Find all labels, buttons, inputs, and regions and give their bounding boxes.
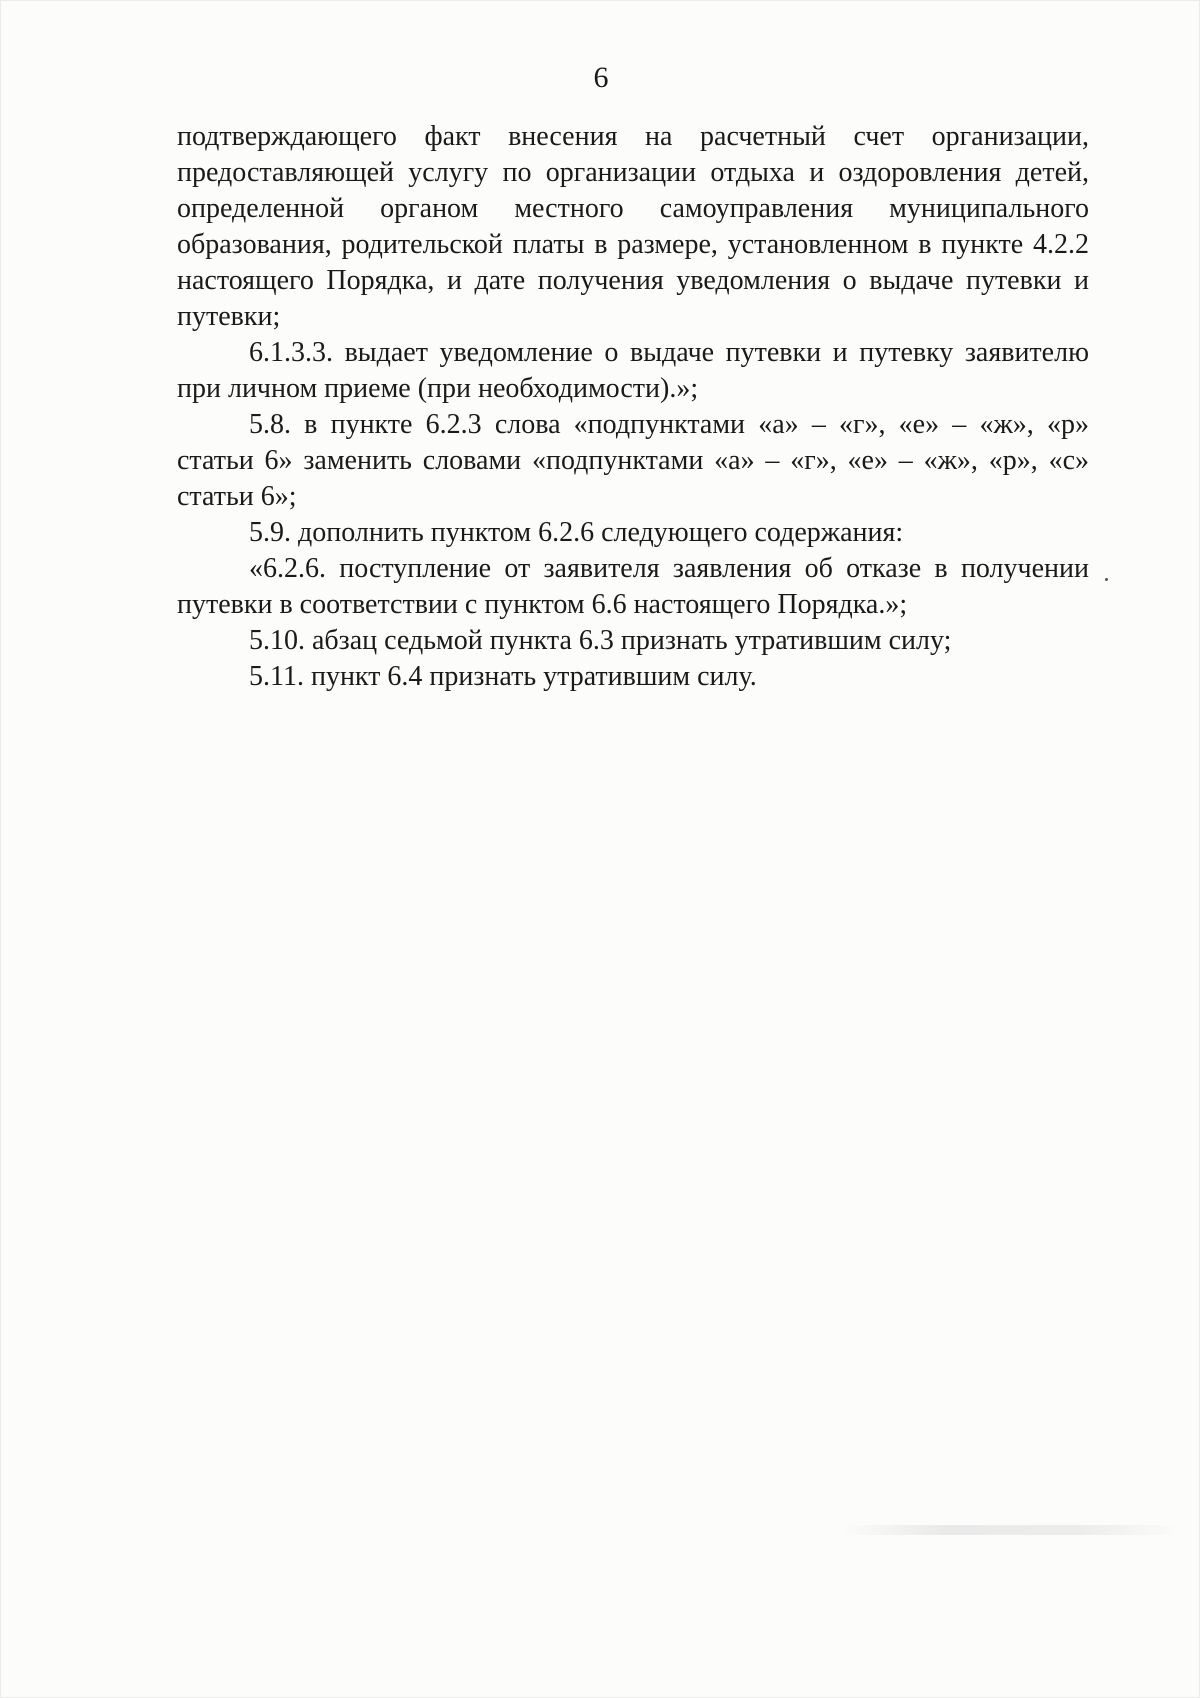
scan-artifact-smudge [841, 1525, 1181, 1535]
paragraph-5-8: 5.8. в пункте 6.2.3 слова «подпунктами «а» – «г», «е» – «ж», «р» статьи 6» заменить словами «подпунктами «а» – «г», «е» – «ж», «р», «с» статьи 6»; [177, 409, 1089, 512]
paragraph-continuation: подтверждающего факт внесения на расчетный счет организации, предоставляющей услугу по организации отдыха и оздоровления детей, определенной органом местного самоуправления муниципального образования, родительской платы в размере, установленном в пункте 4.2.2 настоящего Порядка, и дате получения уведомления о выдаче путевки и путевки; [177, 121, 1089, 332]
paragraph-5-10: 5.10. абзац седьмой пункта 6.3 признать утратившим силу; [249, 625, 952, 656]
document-body [177, 119, 1089, 695]
paragraph-5-9: 5.9. дополнить пунктом 6.2.6 следующего содержания: [249, 517, 904, 548]
scan-artifact-dot [1105, 578, 1108, 581]
paragraph-6-2-6: «6.2.6. поступление от заявителя заявления об отказе в получении путевки в соответствии с пунктом 6.6 настоящего Порядка.»; [177, 553, 1089, 620]
paragraph-5-11: 5.11. пункт 6.4 признать утратившим силу. [249, 661, 757, 692]
paragraph-6-1-3-3: 6.1.3.3. выдает уведомление о выдаче путевки и путевку заявителю при личном приеме (при необходимости).»; [177, 337, 1089, 404]
page-number: 6 [593, 61, 609, 94]
